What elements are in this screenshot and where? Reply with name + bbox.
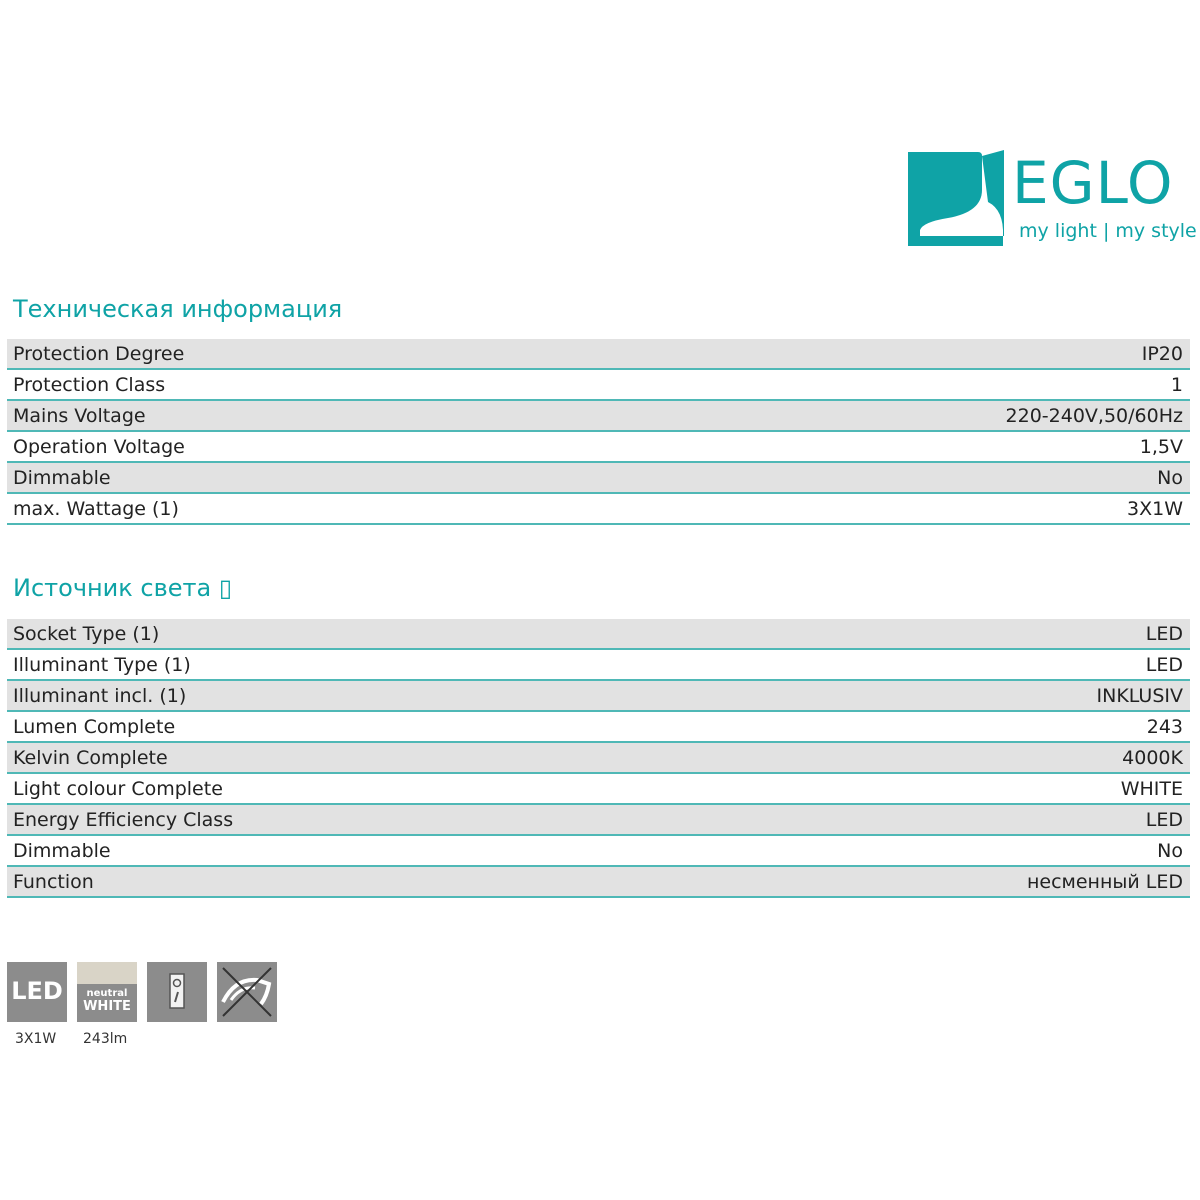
light-source-table	[7, 619, 1190, 898]
section-title-light-source: Источник света ▯	[13, 574, 233, 602]
brand-name: EGLO	[1012, 149, 1174, 217]
row-value: No	[1157, 839, 1183, 862]
led-icon	[7, 962, 67, 1022]
table-row	[7, 619, 1190, 650]
row-value: 220-240V,50/60Hz	[1005, 404, 1183, 427]
row-label: Illuminant Type (1)	[13, 653, 191, 676]
switch-icon	[147, 962, 207, 1022]
table-row	[7, 339, 1190, 370]
table-row	[7, 805, 1190, 836]
row-label: Light colour Complete	[13, 777, 223, 800]
row-label: Socket Type (1)	[13, 622, 160, 645]
row-label: Illuminant incl. (1)	[13, 684, 187, 707]
row-value: 243	[1146, 715, 1183, 738]
table-row	[7, 743, 1190, 774]
table-row	[7, 712, 1190, 743]
row-label: Function	[13, 870, 94, 893]
brand-tagline: my light | my style	[1019, 220, 1197, 242]
table-row	[7, 836, 1190, 867]
row-label: Protection Class	[13, 373, 166, 396]
row-value: LED	[1145, 622, 1183, 645]
neutral-label: neutral	[86, 988, 128, 999]
row-value: INKLUSIV	[1096, 684, 1183, 707]
row-value: 1	[1170, 373, 1183, 396]
white-label: WHITE	[83, 999, 131, 1014]
table-row	[7, 774, 1190, 805]
table-row	[7, 370, 1190, 401]
table-row	[7, 432, 1190, 463]
row-label: Kelvin Complete	[13, 746, 168, 769]
section-title-technical: Техническая информация	[13, 295, 343, 323]
table-row	[7, 867, 1190, 898]
row-label: Mains Voltage	[13, 404, 146, 427]
row-label: Lumen Complete	[13, 715, 176, 738]
table-row	[7, 494, 1190, 525]
feature-icons	[7, 962, 277, 1022]
row-label: max. Wattage (1)	[13, 497, 179, 520]
row-value: LED	[1145, 653, 1183, 676]
technical-table	[7, 339, 1190, 525]
row-label: Dimmable	[13, 466, 111, 489]
row-value: несменный LED	[1026, 870, 1183, 893]
row-label: Dimmable	[13, 839, 111, 862]
table-row	[7, 463, 1190, 494]
led-label: LED	[11, 977, 63, 1005]
row-value: No	[1157, 466, 1183, 489]
row-value: 4000K	[1122, 746, 1183, 769]
table-row	[7, 650, 1190, 681]
no-dimmer-icon	[217, 962, 277, 1022]
row-label: Protection Degree	[13, 342, 185, 365]
lumen-caption: 243lm	[83, 1031, 128, 1047]
row-value: LED	[1145, 808, 1183, 831]
neutral-white-icon	[77, 962, 137, 1022]
row-value: 1,5V	[1139, 435, 1183, 458]
led-caption: 3X1W	[15, 1031, 57, 1047]
row-value: IP20	[1141, 342, 1183, 365]
row-label: Operation Voltage	[13, 435, 185, 458]
table-row	[7, 401, 1190, 432]
row-label: Energy Efficiency Class	[13, 808, 234, 831]
row-value: 3X1W	[1127, 497, 1183, 520]
table-row	[7, 681, 1190, 712]
row-value: WHITE	[1120, 777, 1183, 800]
